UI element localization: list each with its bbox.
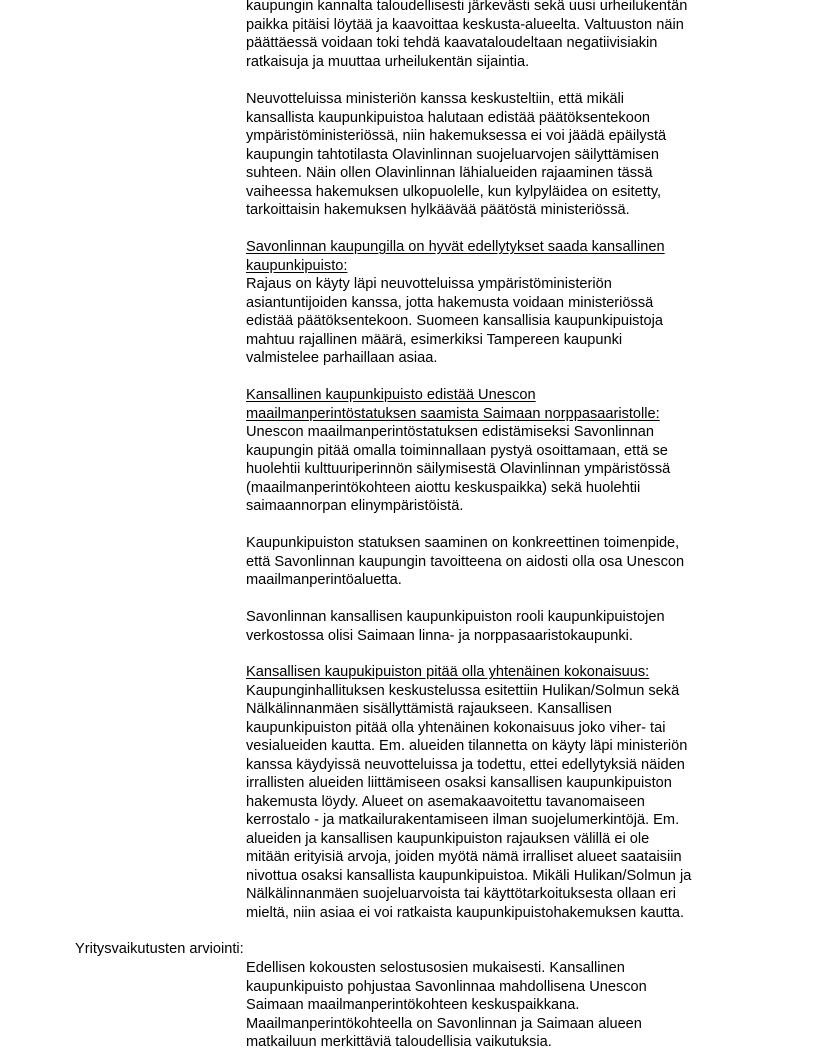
text-line: Maailmanperintökohteella on Savonlinnan ja Saimaan alueen	[246, 1015, 642, 1032]
paragraph-edellytykset	[246, 238, 746, 368]
paragraph-neuvottelut	[246, 90, 746, 220]
text-line: Kaupunkipuiston statuksen saaminen on konkreettinen toimenpide,	[246, 535, 680, 551]
text-line: mahtuu rajallinen määrä, esimerkiksi Tampereen kaupunki	[246, 331, 623, 348]
text-line: kaupungin kannalta taloudellisesti järkevästi sekä uusi urheilukentän	[246, 0, 688, 14]
text-line: Saimaan maailmanperintökohteen keskuspaikkana.	[246, 997, 580, 1013]
section-heading: Kansallinen kaupunkipuisto edistää Unescon	[246, 387, 536, 403]
text-line: huolehtii kulttuuriperinnön säilymisestä Olavinlinnan ympäristössä	[246, 461, 671, 477]
text-line: kansallista kaupunkipuistoa halutaan edistää päätöksentekoon	[246, 109, 651, 126]
paragraph-unesco	[246, 386, 746, 516]
section-heading: Savonlinnan kaupungilla on hyvät edellytykset saada kansallinen	[246, 239, 665, 255]
text-line: Nälkälinnanmäen suojeluarvoista tai käyttötarkoituksesta ollaan eri	[246, 886, 676, 902]
paragraph-status	[246, 534, 746, 590]
text-line: paikka pitäisi löytää ja kaavoittaa keskusta-alueelta. Valtuuston näin	[246, 16, 684, 33]
section-label: Yritysvaikutusten arviointi:	[75, 941, 244, 957]
text-line: Unescon maailmanperintöstatuksen edistämiseksi Savonlinnan	[246, 424, 655, 440]
text-line: päättäessä voidaan toki tehdä kaavataloudeltaan negatiivisiakin	[246, 35, 658, 51]
text-line: kaupungin tahtotilasta Olavinlinnan suojeluarvojen säilyttämisen	[246, 146, 659, 163]
text-line: irrallisten alueiden liittämiseen osaksi kansallisen kaupunkipuiston	[246, 775, 672, 791]
text-line: kaupunkipuisto pohjustaa Savonlinnaa mahdollisena Unescon	[246, 978, 647, 995]
text-line: maailmanperintöaluetta.	[246, 572, 402, 588]
text-line: mitään erityisiä arvoja, joiden myötä nämä irralliset alueet saataisiin	[246, 849, 682, 865]
paragraph-kaavatalous	[246, 0, 746, 71]
text-line: Edellisen kokousten selostusosien mukaisesti. Kansallinen	[246, 960, 625, 976]
text-line: kanssa käydyissä neuvotteluissa ja todettu, ettei edellytyksiä näiden	[246, 756, 685, 773]
text-line: alueiden ja kansallisen kaupunkipuiston rajauksen välillä ei ole	[246, 830, 650, 847]
text-line: nivottua osaksi kansallista kaupunkipuistoa. Mikäli Hulikan/Solmun ja	[246, 867, 692, 884]
text-line: verkostossa olisi Saimaan linna- ja norppasaaristokaupunki.	[246, 627, 633, 644]
text-line: suhteen. Näin ollen Olavinlinnan lähialueiden rajaaminen tässä	[246, 165, 653, 181]
text-line: valmistelee parhaillaan asiaa.	[246, 350, 438, 366]
paragraph-rooli	[246, 608, 746, 645]
text-line: ratkaisuja ja muuttaa urheilukentän sijaintia.	[246, 53, 530, 70]
text-line: Nälkälinnanmäen sisällyttämistä rajaukseen. Kansallisen	[246, 701, 612, 717]
paragraph-yritysvaikutukset	[246, 959, 746, 1052]
text-line: saimaannorpan elinympäristöistä.	[246, 498, 464, 514]
text-line: hakemusta löydy. Alueet on asemakaavoitettu tavanomaiseen	[246, 793, 645, 810]
text-line: kaupunkipuiston pitää olla yhtenäinen kokonaisuus joko viher- tai	[246, 719, 666, 736]
text-line: ympäristöministeriössä, niin hakemuksessa ei voi jäädä epäilystä	[246, 128, 667, 144]
text-line: kaupungin pitää omalla toiminnallaan pystyä osoittamaan, että se	[246, 442, 668, 459]
text-line: vaiheessa hakemuksen ulkopuolelle, kun kylpyläidea on esitetty,	[246, 183, 662, 200]
paragraph-kokonaisuus	[246, 663, 746, 922]
section-heading: Kansallisen kaupukipuiston pitää olla yhtenäinen kokonaisuus:	[246, 664, 650, 680]
text-line: Neuvotteluissa ministeriön kanssa keskusteltiin, että mikäli	[246, 91, 624, 107]
text-line: Savonlinnan kansallisen kaupunkipuiston rooli kaupunkipuistojen	[246, 609, 665, 625]
text-line: että Savonlinnan kaupungin tavoitteena on aidosti olla osa Unescon	[246, 553, 685, 570]
text-line: asiantuntijoiden kanssa, jotta hakemusta voidaan ministeriössä	[246, 294, 654, 311]
text-line: Rajaus on käyty läpi neuvotteluissa ympäristöministeriön	[246, 276, 612, 292]
text-line: Kaupunginhallituksen keskustelussa esitettiin Hulikan/Solmun sekä	[246, 682, 680, 699]
text-line: kerrostalo - ja matkailurakentamiseen ilman suojelumerkintöjä. Em.	[246, 812, 680, 828]
text-line: mieltä, niin asiaa ei voi ratkaista kaupunkipuistohakemuksen kautta.	[246, 904, 685, 921]
text-line: matkailuun merkittäviä taloudellisia vaikutuksia.	[246, 1034, 552, 1050]
text-line: (maailmanperintökohteen aiottu keskuspaikka) sekä huolehtii	[246, 479, 641, 496]
section-heading: maailmanperintöstatuksen saamista Saimaan norppasaaristolle:	[246, 405, 660, 422]
text-line: edistää päätöksentekoon. Suomeen kansallisia kaupunkipuistoja	[246, 313, 664, 329]
text-line: tarkoittaisin hakemuksen hylkäävää päätöstä ministeriössä.	[246, 202, 630, 218]
section-heading: kaupunkipuisto:	[246, 257, 348, 274]
text-line: vesialueiden kautta. Em. alueiden tilannetta on käyty läpi ministeriön	[246, 738, 688, 754]
